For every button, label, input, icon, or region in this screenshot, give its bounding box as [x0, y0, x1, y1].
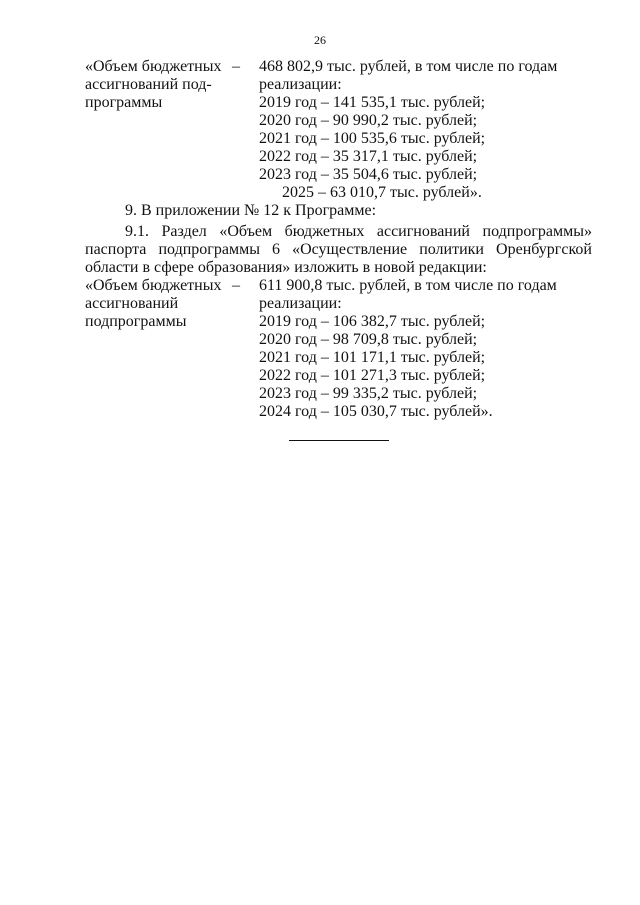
block1-label-line-2: ассигнований под- [85, 76, 212, 93]
block1-label-line-1: «Объем бюджетных [85, 58, 222, 75]
end-rule [289, 440, 389, 441]
block2-line: 2024 год – 105 030,7 тыс. рублей». [259, 403, 493, 420]
block2-line: реализации: [259, 295, 342, 312]
block1-total: 468 802,9 тыс. рублей, в том числе по годам [259, 58, 558, 75]
block2-total: 611 900,8 тыс. рублей, в том числе по годам [259, 277, 557, 294]
item-9-1-paragraph: 9.1. Раздел «Объем бюджетных ассигнований подпрограммы» паспорта подпрограммы 6 «Осуществление политики Оренбургской области в сфере образования» изложить в новой редакции: [85, 223, 592, 276]
block2-label-line-1: «Объем бюджетных [85, 277, 222, 294]
block1-line: 2021 год – 100 535,6 тыс. рублей; [259, 130, 486, 147]
item-9-heading: 9. В приложении № 12 к Программе: [125, 202, 377, 219]
block2-line: 2023 год – 99 335,2 тыс. рублей; [259, 385, 478, 402]
block2-label-line-2: ассигнований [85, 295, 179, 312]
block2-label-line-3: подпрограммы [85, 313, 187, 330]
block1-line: 2020 год – 90 990,2 тыс. рублей; [259, 112, 478, 129]
page-number: 26 [314, 33, 326, 47]
block1-line: 2025 – 63 010,7 тыс. рублей». [282, 184, 482, 201]
block1-line: 2022 год – 35 317,1 тыс. рублей; [259, 148, 478, 165]
block2-dash: – [232, 277, 240, 294]
block2-line: 2021 год – 101 171,1 тыс. рублей; [259, 349, 486, 366]
block1-line: 2023 год – 35 504,6 тыс. рублей; [259, 166, 478, 183]
block2-line: 2020 год – 98 709,8 тыс. рублей; [259, 331, 478, 348]
block1-line: 2019 год – 141 535,1 тыс. рублей; [259, 94, 486, 111]
block2-line: 2019 год – 106 382,7 тыс. рублей; [259, 313, 486, 330]
block2-line: 2022 год – 101 271,3 тыс. рублей; [259, 367, 486, 384]
block1-line: реализации: [259, 76, 342, 93]
block1-dash: – [232, 58, 240, 75]
block1-label-line-3: программы [85, 94, 163, 111]
